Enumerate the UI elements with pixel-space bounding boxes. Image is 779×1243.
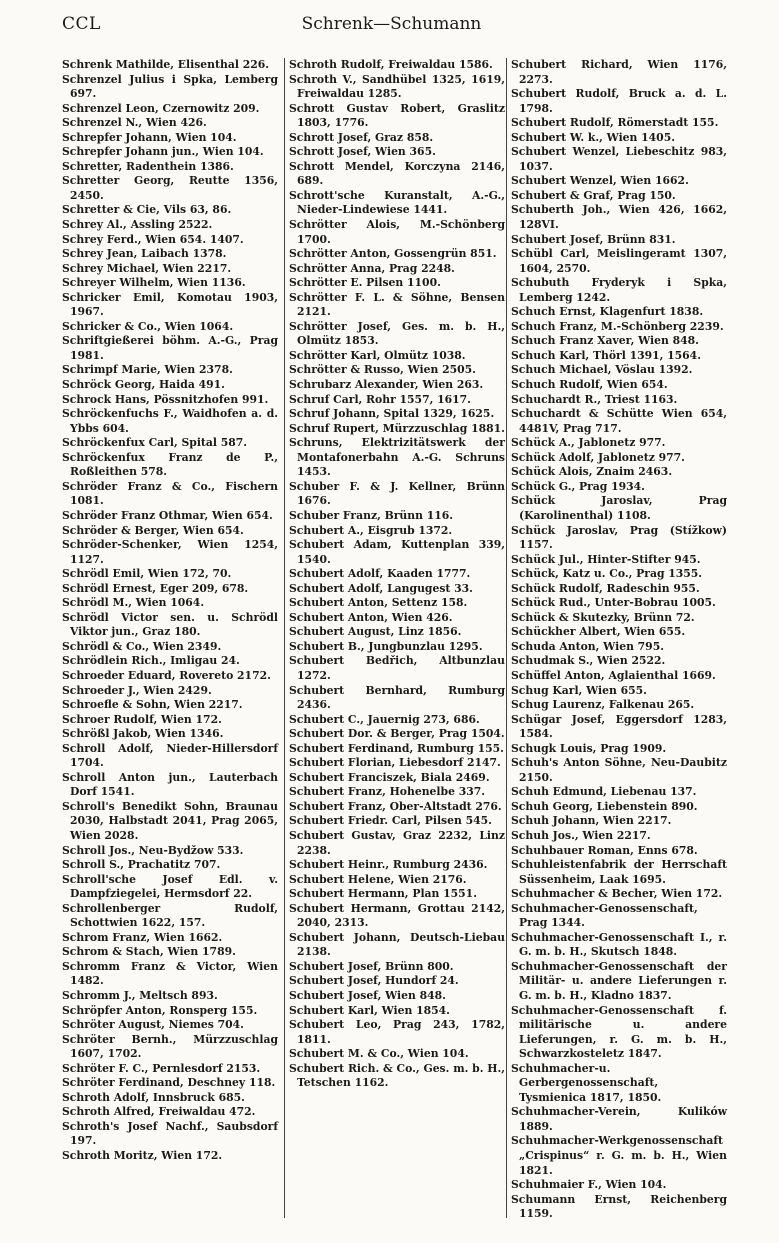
- directory-entry: Schumann Ernst, Reichenberg 1159.: [511, 1192, 727, 1221]
- directory-entry: Schrepfer Johann jun., Wien 104.: [62, 145, 264, 159]
- entry-columns: [62, 58, 728, 1221]
- directory-entry: Schrödl Emil, Wien 172, 70.: [62, 567, 232, 581]
- directory-entry: Schubert W. k., Wien 1405.: [511, 130, 675, 144]
- directory-entry: Schröckenfuchs F., Waidhofen a. d. Ybbs 604.: [62, 407, 278, 435]
- directory-entry: Schrott Mendel, Korczyna 2146, 689.: [289, 159, 505, 188]
- directory-entry: Schrepfer Johann, Wien 104.: [62, 130, 237, 144]
- directory-entry: Schuhmacher-Genossenschaft f. militärische u. andere Lieferungen, r. G. m. b. H., Schwarzkosteletz 1847.: [511, 1003, 727, 1061]
- directory-entry: Schübl Carl, Meislingeramt 1307, 1604, 2570.: [511, 247, 727, 275]
- directory-entry: Schromm Franz & Victor, Wien 1482.: [62, 959, 278, 988]
- directory-entry: Schroth V., Sandhübel 1325, 1619, Freiwaldau 1285.: [289, 72, 505, 101]
- directory-entry: Schug Karl, Wien 655.: [511, 683, 647, 697]
- directory-entry: Schubert Richard, Wien 1176, 2273.: [511, 58, 727, 86]
- directory-entry: Schrötter Karl, Olmütz 1038.: [289, 348, 466, 362]
- directory-entry: Schuch Michael, Vöslau 1392.: [511, 363, 693, 377]
- directory-entry: Schubert Leo, Prag 243, 1782, 1811.: [289, 1018, 505, 1046]
- directory-entry: Schröder Franz & Co., Fischern 1081.: [62, 479, 278, 508]
- directory-entry: Schubert Franciszek, Biala 2469.: [289, 770, 490, 784]
- directory-entry: Schuch Franz Xaver, Wien 848.: [511, 334, 699, 348]
- directory-entry: Schubert Adolf, Langugest 33.: [289, 581, 473, 595]
- directory-entry: Schück A., Jablonetz 977.: [511, 436, 666, 450]
- directory-entry: Schroth Adolf, Innsbruck 685.: [62, 1090, 245, 1104]
- directory-entry: Schubert B., Jungbunzlau 1295.: [289, 639, 483, 653]
- directory-entry: Schroll's Benedikt Sohn, Braunau 2030, Halbstadt 2041, Prag 2065, Wien 2028.: [62, 799, 278, 842]
- column-3: [506, 58, 727, 1221]
- directory-entry: Schromm J., Meltsch 893.: [62, 989, 218, 1002]
- directory-entry: Schrubarz Alexander, Wien 263.: [289, 378, 484, 392]
- directory-entry: Schroth Rudolf, Freiwaldau 1586.: [289, 58, 493, 71]
- directory-entry: Schrott'sche Kuranstalt, A.-G., Nieder-Lindewiese 1441.: [289, 188, 505, 217]
- directory-entry: Schück Jaroslav, Prag (Stížkow) 1157.: [511, 523, 727, 552]
- directory-entry: Schück Rudolf, Radeschin 955.: [511, 581, 700, 595]
- column-1: [62, 58, 278, 1218]
- directory-entry: Schuhmacher-Genossenschaft I., r. G. m. b. H., Skutsch 1848.: [511, 930, 727, 959]
- directory-entry: Schrödlein Rich., Imligau 24.: [62, 654, 240, 668]
- directory-entry: Schuh Georg, Liebenstein 890.: [511, 799, 698, 813]
- page-title: Schrenk—Schumann: [301, 14, 482, 34]
- directory-entry: Schubert Gustav, Graz 2232, Linz 2238.: [289, 828, 505, 857]
- directory-entry: Schubert Heinr., Rumburg 2436.: [289, 858, 488, 872]
- directory-entry: Schrock Hans, Pössnitzhofen 991.: [62, 392, 269, 406]
- directory-entry: Schrödl Victor sen. u. Schrödl Viktor jun., Graz 180.: [62, 610, 278, 639]
- directory-entry: Schuchardt & Schütte Wien 654, 4481V, Prag 717.: [511, 407, 727, 435]
- directory-entry: Schröder Franz Othmar, Wien 654.: [62, 508, 273, 522]
- directory-entry: Schuhmacher-u. Gerbergenossenschaft, Tysmienica 1817, 1850.: [511, 1061, 662, 1104]
- directory-entry: Schroth's Josef Nachf., Saubsdorf 197.: [62, 1119, 278, 1148]
- directory-entry: Schreyer Wilhelm, Wien 1136.: [62, 276, 246, 290]
- directory-entry: Schröckenfux Franz de P., Roßleithen 578.: [62, 450, 278, 479]
- directory-entry: Schrötter Anton, Gossengrün 851.: [289, 247, 497, 261]
- directory-entry: Schubert Wenzel, Wien 1662.: [511, 174, 689, 188]
- directory-entry: Schück G., Prag 1934.: [511, 479, 645, 493]
- directory-entry: Schrott Gustav Robert, Graslitz 1803, 1776.: [289, 101, 505, 130]
- directory-entry: Schubert Johann, Deutsch-Liebau 2138.: [289, 930, 505, 959]
- directory-entry: Schubert Rudolf, Römerstadt 155.: [511, 116, 719, 130]
- directory-entry: Schuhmacher-Genossenschaft der Militär- u. andere Lieferungen r. G. m. b. H., Kladno 1837.: [511, 959, 727, 1002]
- directory-entry: Schubuth Fryderyk i Spka, Lemberg 1242.: [511, 276, 727, 304]
- directory-entry: Schrötter & Russo, Wien 2505.: [289, 363, 476, 377]
- directory-entry: Schuch Franz, M.-Schönberg 2239.: [511, 319, 724, 333]
- directory-entry: Schuhmacher & Becher, Wien 172.: [511, 887, 723, 901]
- directory-entry: Schricker & Co., Wien 1064.: [62, 319, 234, 333]
- directory-entry: Schroll'sche Josef Edl. v. Dampfziegelei, Hermsdorf 22.: [62, 872, 278, 901]
- directory-entry: Schröter Ferdinand, Deschney 118.: [62, 1076, 276, 1090]
- directory-entry: Schröder-Schenker, Wien 1254, 1127.: [62, 538, 278, 566]
- directory-entry: Schuh Johann, Wien 2217.: [511, 814, 672, 828]
- directory-entry: Schuch Ernst, Klagenfurt 1838.: [511, 305, 704, 319]
- directory-entry: Schubert Hermann, Grottau 2142, 2040, 2313.: [289, 901, 505, 930]
- directory-entry: Schuh's Anton Söhne, Neu-Daubitz 2150.: [511, 756, 727, 784]
- column-2: [284, 58, 505, 1218]
- directory-entry: Schubert Anton, Settenz 158.: [289, 596, 468, 610]
- page-number: CCL: [62, 14, 101, 34]
- page-header: [62, 14, 721, 40]
- directory-entry: Schugk Louis, Prag 1909.: [511, 741, 667, 755]
- directory-entry: Schubert Helene, Wien 2176.: [289, 872, 467, 886]
- directory-entry: Schück, Katz u. Co., Prag 1355.: [511, 567, 703, 581]
- directory-entry: Schrey Jean, Laibach 1378.: [62, 247, 227, 261]
- directory-entry: Schubert Ferdinand, Rumburg 155.: [289, 741, 504, 755]
- directory-entry: Schricker Emil, Komotau 1903, 1967.: [62, 290, 278, 319]
- directory-entry: Schubert Anton, Wien 426.: [289, 610, 453, 624]
- directory-entry: Schubert Dor. & Berger, Prag 1504.: [289, 727, 505, 741]
- directory-entry: Schröpfer Anton, Ronsperg 155.: [62, 1003, 258, 1017]
- directory-entry: Schroll Adolf, Nieder-Hillersdorf 1704.: [62, 741, 278, 770]
- directory-entry: Schubert Karl, Wien 1854.: [289, 1003, 450, 1017]
- directory-entry: Schubert Bedřich, Altbunzlau 1272.: [289, 654, 505, 682]
- directory-entry: Schrollenberger Rudolf, Schottwien 1622, 157.: [62, 901, 278, 930]
- directory-entry: Schrey Michael, Wien 2217.: [62, 261, 232, 275]
- directory-entry: Schretter, Radenthein 1386.: [62, 159, 234, 173]
- directory-entry: Schubert Adolf, Kaaden 1777.: [289, 567, 471, 581]
- directory-entry: Schubert Josef, Hundorf 24.: [289, 974, 459, 988]
- directory-entry: Schuhmacher-Genossenschaft, Prag 1344.: [511, 901, 698, 930]
- directory-entry: Schuber F. & J. Kellner, Brünn 1676.: [289, 479, 505, 508]
- directory-entry: Schuch Rudolf, Wien 654.: [511, 378, 668, 392]
- directory-entry: Schückher Albert, Wien 655.: [511, 625, 686, 639]
- directory-entry: Schuhmacher-Werkgenossenschaft „Crispinus“ r. G. m. b. H., Wien 1821.: [511, 1134, 727, 1177]
- directory-entry: Schubert C., Jauernig 273, 686.: [289, 712, 480, 726]
- directory-entry: Schrötter Anna, Prag 2248.: [289, 261, 455, 275]
- directory-entry: Schubert Franz, Hohenelbe 337.: [289, 785, 485, 799]
- directory-entry: Schrenzel N., Wien 426.: [62, 116, 207, 130]
- directory-entry: Schügar Josef, Eggersdorf 1283, 1584.: [511, 712, 727, 741]
- directory-entry: Schrimpf Marie, Wien 2378.: [62, 363, 233, 377]
- directory-entry: Schriftgießerei böhm. A.-G., Prag 1981.: [62, 334, 278, 362]
- directory-entry: Schroer Rudolf, Wien 172.: [62, 712, 222, 726]
- directory-entry: Schubert Adam, Kuttenplan 339, 1540.: [289, 538, 505, 566]
- directory-entry: Schuhmaier F., Wien 104.: [511, 1178, 667, 1192]
- directory-entry: Schrenzel Leon, Czernowitz 209.: [62, 101, 260, 115]
- directory-entry: Schubert & Graf, Prag 150.: [511, 188, 676, 202]
- directory-entry: Schroll Jos., Neu-Bydžow 533.: [62, 843, 244, 857]
- directory-entry: Schrödl Ernest, Eger 209, 678.: [62, 581, 249, 595]
- directory-entry: Schuhleistenfabrik der Herrschaft Süssenheim, Laak 1695.: [511, 858, 727, 886]
- directory-entry: Schück Rud., Unter-Bobrau 1005.: [511, 596, 716, 610]
- directory-entry: Schudmak S., Wien 2522.: [511, 654, 666, 668]
- directory-entry: Schruf Johann, Spital 1329, 1625.: [289, 407, 495, 421]
- directory-entry: Schubert August, Linz 1856.: [289, 625, 462, 639]
- directory-entry: Schuhbauer Roman, Enns 678.: [511, 843, 698, 857]
- directory-entry: Schruf Carl, Rohr 1557, 1617.: [289, 392, 471, 406]
- directory-entry: Schubert A., Eisgrub 1372.: [289, 523, 453, 537]
- directory-entry: Schubert Franz, Ober-Altstadt 276.: [289, 799, 502, 813]
- directory-entry: Schück Jaroslav, Prag (Karolinenthal) 1108.: [511, 494, 727, 522]
- directory-entry: Schüffel Anton, Aglaienthal 1669.: [511, 668, 716, 682]
- directory-entry: Schrom & Stach, Wien 1789.: [62, 945, 236, 959]
- directory-entry: Schröter Bernh., Mürzzuschlag 1607, 1702.: [62, 1032, 278, 1061]
- directory-entry: Schröck Georg, Haida 491.: [62, 378, 225, 392]
- directory-entry: Schubert Hermann, Plan 1551.: [289, 887, 477, 901]
- directory-entry: Schuch Karl, Thörl 1391, 1564.: [511, 348, 701, 362]
- directory-entry: Schroth Alfred, Freiwaldau 472.: [62, 1105, 256, 1119]
- directory-entry: Schröder & Berger, Wien 654.: [62, 523, 244, 537]
- directory-entry: Schuchardt R., Triest 1163.: [511, 392, 678, 406]
- directory-entry: Schuberth Joh., Wien 426, 1662, 128VI.: [511, 203, 727, 232]
- directory-entry: Schück & Skutezky, Brünn 72.: [511, 610, 695, 624]
- directory-entry: Schubert Rich. & Co., Ges. m. b. H., Tetschen 1162.: [289, 1061, 505, 1090]
- directory-entry: Schrey Al., Assling 2522.: [62, 218, 213, 232]
- directory-entry: Schretter & Cie, Vils 63, 86.: [62, 203, 232, 217]
- directory-entry: Schuh Jos., Wien 2217.: [511, 828, 651, 842]
- directory-entry: Schubert Wenzel, Liebeschitz 983, 1037.: [511, 145, 727, 173]
- directory-entry: Schröter August, Niemes 704.: [62, 1018, 244, 1032]
- directory-entry: Schröter F. C., Pernlesdorf 2153.: [62, 1061, 261, 1075]
- directory-entry: Schröckenfux Carl, Spital 587.: [62, 436, 248, 450]
- directory-entry: Schroll S., Prachatitz 707.: [62, 858, 221, 872]
- directory-entry: Schuh Edmund, Liebenau 137.: [511, 785, 697, 799]
- directory-entry: Schroll Anton jun., Lauterbach Dorf 1541.: [62, 770, 278, 799]
- directory-entry: Schroth Moritz, Wien 172.: [62, 1149, 223, 1163]
- directory-entry: Schubert Rudolf, Bruck a. d. L. 1798.: [511, 87, 727, 115]
- directory-entry: Schroeder Eduard, Rovereto 2172.: [62, 668, 271, 682]
- directory-entry: Schrötter Josef, Ges. m. b. H., Olmütz 1853.: [289, 319, 505, 348]
- directory-entry: Schrötter Alois, M.-Schönberg 1700.: [289, 218, 505, 246]
- directory-entry: Schubert Josef, Brünn 831.: [511, 232, 676, 246]
- directory-entry: Schug Laurenz, Falkenau 265.: [511, 698, 695, 712]
- directory-entry: Schrödl & Co., Wien 2349.: [62, 639, 222, 653]
- directory-entry: Schrößl Jakob, Wien 1346.: [62, 727, 224, 741]
- directory-entry: Schubert Josef, Brünn 800.: [289, 959, 454, 973]
- directory-entry: Schrott Josef, Graz 858.: [289, 130, 434, 144]
- directory-entry: Schuhmacher-Verein, Kulików 1889.: [511, 1105, 727, 1133]
- directory-entry: Schrott Josef, Wien 365.: [289, 145, 436, 159]
- directory-entry: Schruf Rupert, Mürzzuschlag 1881.: [289, 421, 505, 435]
- directory-entry: Schrötter E. Pilsen 1100.: [289, 276, 441, 290]
- directory-entry: Schruns, Elektrizitätswerk der Montafonerbahn A.-G. Schruns 1453.: [289, 436, 505, 479]
- directory-entry: Schretter Georg, Reutte 1356, 2450.: [62, 174, 278, 202]
- directory-entry: Schuber Franz, Brünn 116.: [289, 508, 454, 522]
- directory-entry: Schubert M. & Co., Wien 104.: [289, 1047, 469, 1061]
- directory-entry: Schubert Josef, Wien 848.: [289, 989, 446, 1002]
- directory-entry: Schück Jul., Hinter-Stifter 945.: [511, 552, 701, 566]
- directory-entry: Schubert Florian, Liebesdorf 2147.: [289, 756, 501, 770]
- directory-entry: Schrödl M., Wien 1064.: [62, 596, 205, 610]
- directory-entry: Schroeder J., Wien 2429.: [62, 683, 212, 697]
- directory-entry: Schubert Friedr. Carl, Pilsen 545.: [289, 814, 492, 828]
- directory-entry: Schrötter F. L. & Söhne, Bensen 2121.: [289, 290, 505, 319]
- directory-entry: Schrom Franz, Wien 1662.: [62, 930, 223, 944]
- directory-entry: Schuda Anton, Wien 795.: [511, 639, 664, 653]
- directory-entry: Schrenzel Julius i Spka, Lemberg 697.: [62, 72, 278, 101]
- directory-entry: Schrey Ferd., Wien 654. 1407.: [62, 232, 244, 246]
- directory-entry: Schück Adolf, Jablonetz 977.: [511, 450, 685, 464]
- directory-entry: Schroefle & Sohn, Wien 2217.: [62, 698, 243, 712]
- directory-entry: Schubert Bernhard, Rumburg 2436.: [289, 683, 505, 712]
- directory-entry: Schrenk Mathilde, Elisenthal 226.: [62, 58, 270, 71]
- directory-entry: Schück Alois, Znaim 2463.: [511, 465, 673, 479]
